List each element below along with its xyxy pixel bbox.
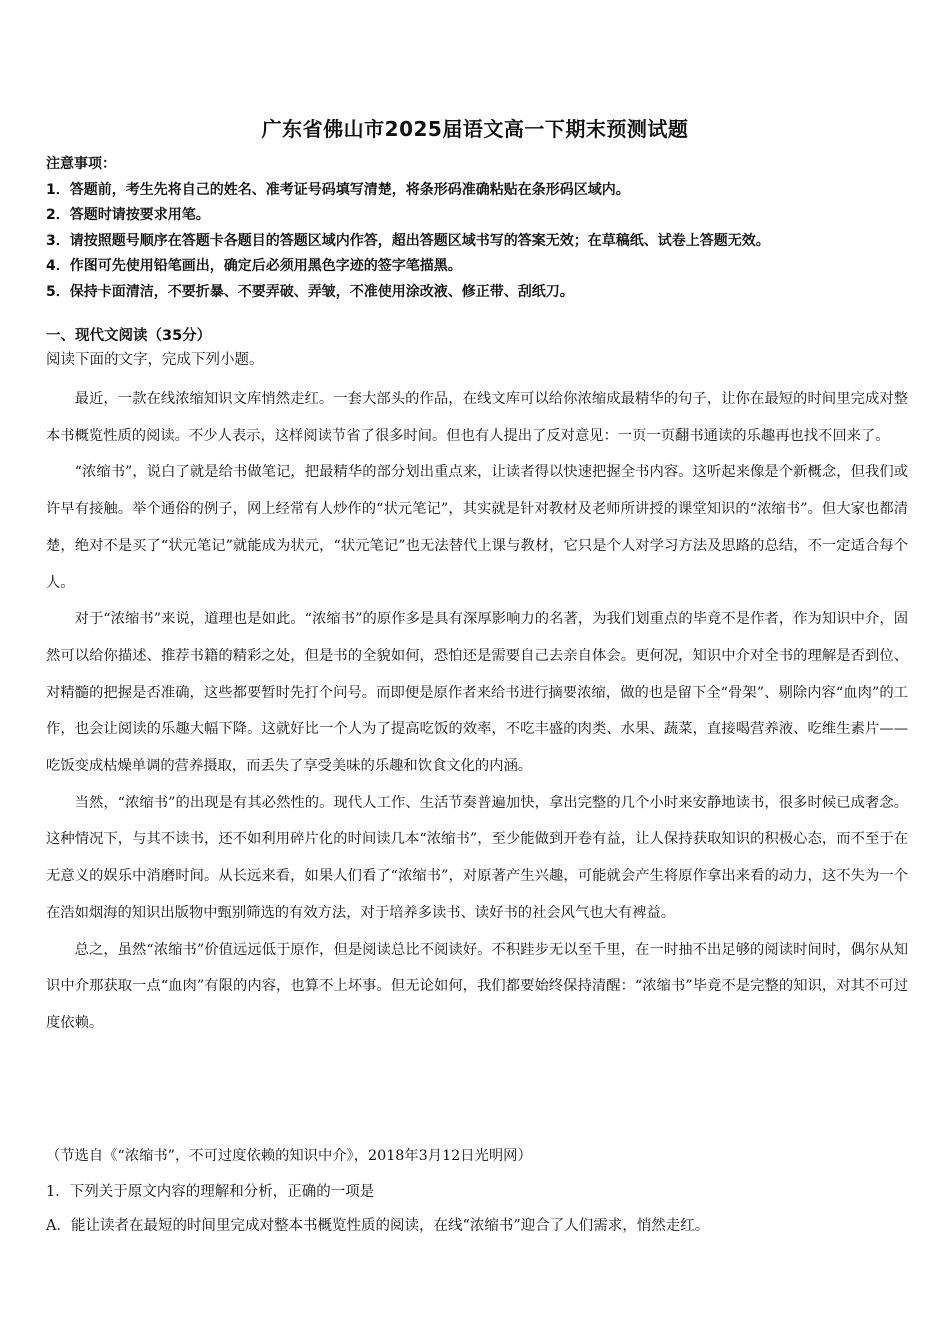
notice-item: 4．作图可先使用铅笔画出，确定后必须用黑色字迹的签字笔描黑。 (46, 258, 462, 274)
notice-item: 5．保持卡面清洁，不要折暴、不要弄破、弄皱，不准使用涂改液、修正带、刮纸刀。 (46, 283, 574, 300)
page-title: 广东省佛山市2025届语文高一下期末预测试题 (261, 117, 689, 141)
passage-paragraph: “浓缩书”，说白了就是给书做笔记，把最精华的部分划出重点来，让读者得以快速把握全书内容。这听起来像是个新概念，但我们或许早有接触。举个通俗的例子，网上经常有人炒作的“状元笔记”，其实就是针对教材及老师所讲授的课堂知识的“浓缩书”。但大家也都清楚，绝对不是买了“状元笔记”就能成为状元，“状元笔记”也无法替代上课与教材，它只是个人对学习方法及思路的总结，不一定适合每个人。 (46, 464, 908, 591)
passage-source: （节选自《“浓缩书”，不可过度依赖的知识中介》，2018年3月12日光明网） (46, 1148, 532, 1164)
notice-item: 3．请按照题号顺序在答题卡各题目的答题区域内作答，超出答题区域书写的答案无效；在草稿纸、试卷上答题无效。 (46, 232, 770, 249)
question-stem: 1．下列关于原文内容的理解和分析，正确的一项是 (46, 1184, 375, 1200)
notice-heading: 注意事项： (46, 156, 116, 172)
notice-item: 2．答题时请按要求用笔。 (46, 207, 210, 223)
passage-paragraph: 对于“浓缩书”来说，道理也是如此。“浓缩书”的原作多是具有深厚影响力的名著，为我们划重点的毕竟不是作者，作为知识中介，固然可以给你描述、推荐书籍的精彩之处，但是书的全貌如何，恐怕还是需要自己去亲自体会。更何况，知识中介对全书的理解是否到位、对精髓的把握是否准确，这些都要暂时先打个问号。而即便是原作者来给书进行摘要浓缩，做的也是留下全“骨架”、剔除内容“血肉”的工作，也会让阅读的乐趣大幅下降。这就好比一个人为了提高吃饭的效率，不吃丰盛的肉类、水果、蔬菜，直接喝营养液、吃维生素片——吃饭变成枯燥单调的营养摄取，而丢失了享受美味的乐趣和饮食文化的内涵。 (46, 611, 908, 775)
passage-paragraph: 总之，虽然“浓缩书”价值远远低于原作，但是阅读总比不阅读好。不积跬步无以至千里，在一时抽不出足够的阅读时间时，偶尔从知识中介那获取一点“血肉”有限的内容，也算不上坏事。但无论如何，我们都要始终保持清醒：“浓缩书”毕竟不是完整的知识，对其不可过度依赖。 (46, 941, 908, 1031)
reading-passage (46, 381, 908, 1042)
passage-paragraph: 当然，“浓缩书”的出现是有其必然性的。现代人工作、生活节奏普遍加快，拿出完整的几个小时来安静地读书，很多时候已成奢念。这种情况下，与其不读书，还不如利用碎片化的时间读几本“浓缩书”，至少能做到开卷有益，让人保持获取知识的积极心态，而不至于在无意义的娱乐中消磨时间。从长远来看，如果人们看了“浓缩书”，对原著产生兴趣，可能就会产生将原作拿出来看的动力，这不失为一个在浩如烟海的知识出版物中甄别筛选的有效方法，对于培养多读书、读好书的社会风气也大有裨益。 (46, 794, 908, 921)
section-heading: 一、现代文阅读（35分） (46, 328, 212, 344)
notice-item: 1．答题前，考生先将自己的姓名、准考证号码填写清楚，将条形码准确粘贴在条形码区域内。 (46, 181, 630, 198)
section-instruction: 阅读下面的文字，完成下列小题。 (46, 352, 264, 368)
question-option-a: A．能让读者在最短的时间里完成对整本书概览性质的阅读，在线“浓缩书”迎合了人们需求，悄然走红。 (46, 1218, 710, 1234)
passage-paragraph: 最近，一款在线浓缩知识文库悄然走红。一套大部头的作品，在线文库可以给你浓缩成最精华的句子，让你在最短的时间里完成对整本书概览性质的阅读。不少人表示，这样阅读节省了很多时间。但也有人提出了反对意见：一页一页翻书通读的乐趣再也找不回来了。 (46, 391, 908, 444)
notice-block (46, 152, 916, 305)
